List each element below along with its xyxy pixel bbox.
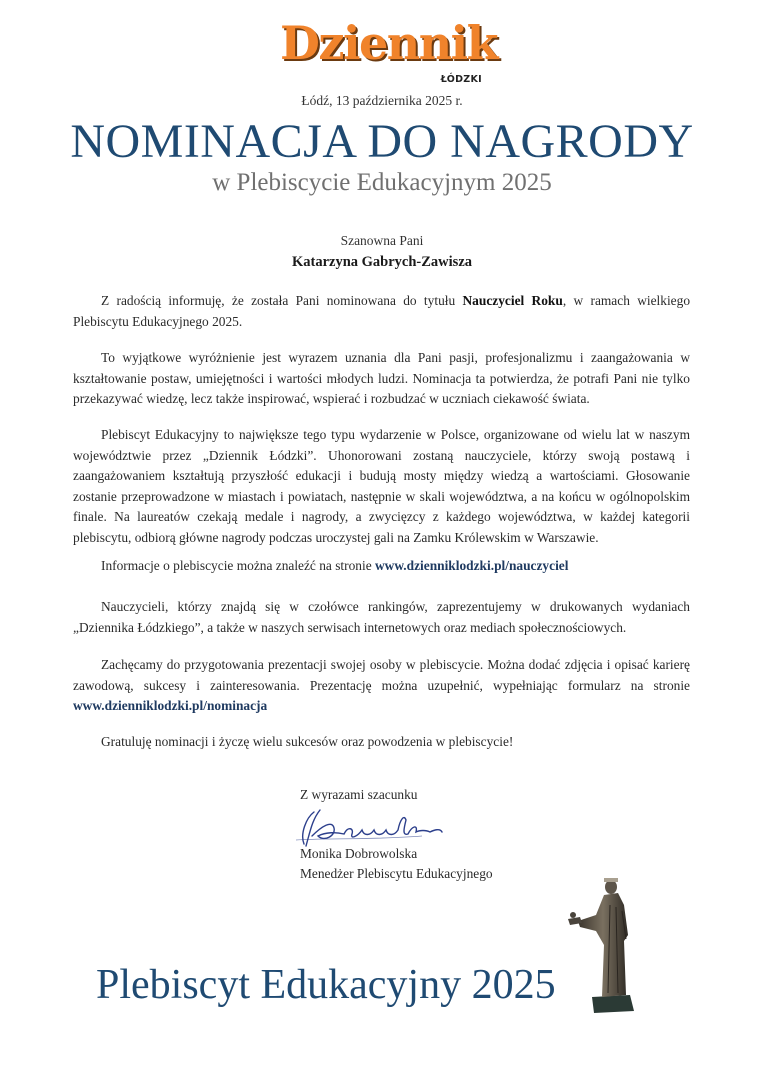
paragraph-text: Plebiscyt Edukacyjny to największe tego typu wydarzenie w Polsce, organizowane od wielu lat w naszym województwie przez „Dziennik Łódzki”. Uhonorowani zostaną nauczyciele, którzy swoją postawą i zaangażowaniem kształtują przyszłość edukacji i budują mosty między wiedzą a wartościami. Głosowanie zostanie przeprowadzone w miastach i powiatach, następnie w skali województwa, a na końcu w ogólnopolskim finale. Na laureatów czekają medale i nagrody, a zwycięzcy z każdego województwa, w każdej kategorii plebiscytu, odbiorą główne nagrody podczas uroczystej gali na Zamku Królewskim w Warszawie. <box>73 427 690 545</box>
greeting: Szanowna Pani <box>340 233 424 248</box>
newspaper-logo <box>280 16 497 86</box>
paragraph-text: Informacje o plebiscycie można znaleźć na stronie <box>101 558 376 573</box>
paragraph-text: , w ramach wielkiego Plebiscytu Edukacyjnego 2025. <box>73 293 691 329</box>
signer-name: Monika Dobrowolska <box>300 846 418 861</box>
logo-wordmark: Dziennik <box>280 16 497 70</box>
closing-phrase: Z wyrazami szacunku <box>300 787 418 802</box>
footer-title: Plebiscyt Edukacyjny 2025 <box>96 962 556 1008</box>
paragraph-congratulations <box>73 732 690 753</box>
letter-subtitle: w Plebiscycie Edukacyjnym 2025 <box>212 169 552 196</box>
paragraph-presentation <box>73 655 690 717</box>
signer-role: Menedżer Plebiscytu Edukacyjnego <box>300 866 493 881</box>
nomination-link[interactable]: www.dzienniklodzki.pl/nominacja <box>73 698 268 713</box>
paragraph-rankings <box>73 597 690 638</box>
info-link[interactable]: www.dzienniklodzki.pl/nauczyciel <box>375 558 569 573</box>
statue-trophy-image <box>566 875 648 1015</box>
letter-title: NOMINACJA DO NAGRODY <box>70 115 694 168</box>
paragraph-text: Nauczycieli, którzy znajdą się w czołówce rankingów, zaprezentujemy w drukowanych wydaniach „Dziennika Łódzkiego”, a także w naszych serwisach internetowych oraz mediach społecznościowych. <box>73 599 690 635</box>
handwritten-signature <box>292 806 452 850</box>
paragraph-plebiscite <box>73 425 690 548</box>
paragraph-text: Zachęcamy do przygotowania prezentacji swojej osoby w plebiscycie. Można dodać zdjęcia i opisać karierę zawodową, sukcesy i zainteresowania. Prezentację można uzupełnić, wypełniając formularz na stronie <box>73 657 690 693</box>
paragraph-nomination <box>73 291 690 332</box>
recipient-name: Katarzyna Gabrych-Zawisza <box>291 254 473 270</box>
logo-subtitle: ŁÓDZKI <box>440 74 482 85</box>
paragraph-info <box>73 556 690 577</box>
paragraph-recognition <box>73 348 690 410</box>
paragraph-text: To wyjątkowe wyróżnienie jest wyrazem uznania dla Pani pasji, profesjonalizmu i zaangażowania w kształtowanie postaw, umiejętności i wartości młodych ludzi. Nominacja ta potwierdza, że potrafi Pani nie tylko przekazywać wiedzę, lecz także inspirować, wspierać i rozbudzać w uczniach ciekawość świata. <box>73 350 690 406</box>
paragraph-text: Gratuluję nominacji i życzę wielu sukcesów oraz powodzenia w plebiscycie! <box>101 734 514 749</box>
letter-date: Łódź, 13 października 2025 r. <box>301 93 463 108</box>
award-title: Nauczyciel Roku <box>462 293 563 308</box>
paragraph-text: Z radością informuję, że została Pani nominowana do tytułu <box>101 293 463 308</box>
